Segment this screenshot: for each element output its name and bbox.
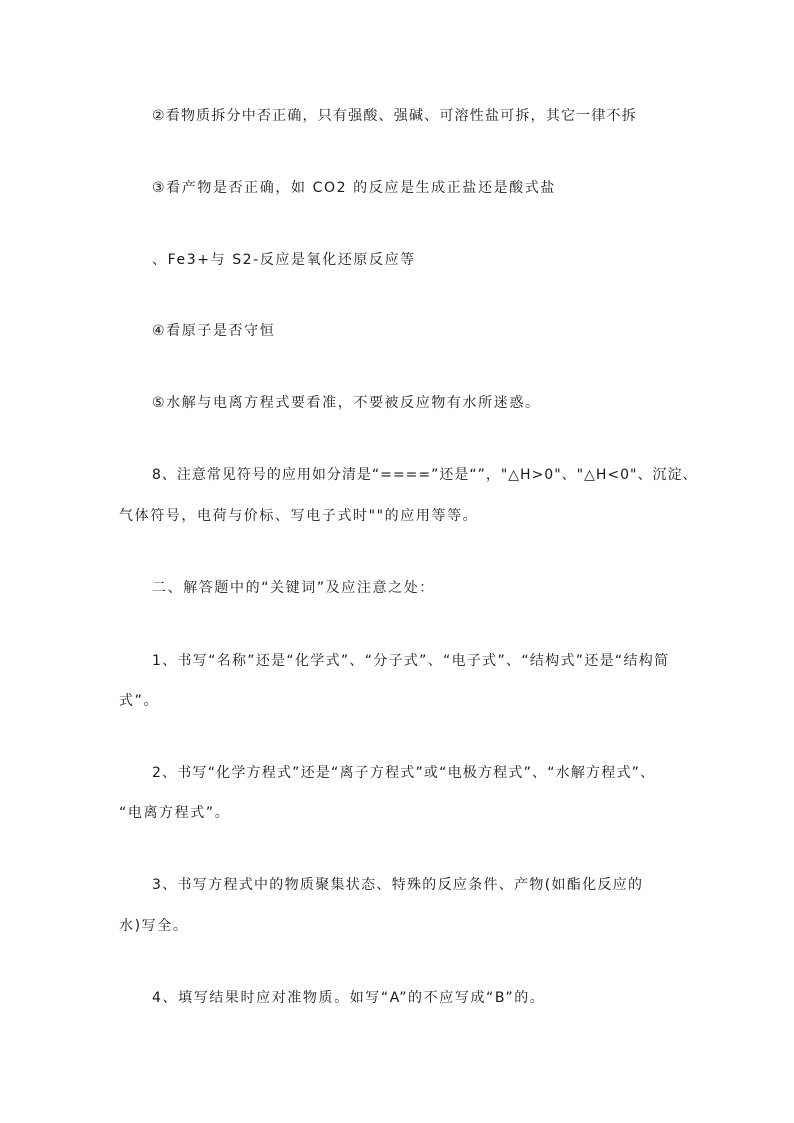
text-line-item-2: 2、书写“化学方程式”还是“离子方程式”或“电极方程式”、“水解方程式”、 [152,765,656,781]
text-line-item-2-cont: “电离方程式”。 [119,805,231,821]
text-line-symbols: 8、注意常见符号的应用如分清是“====”还是“”，"△H>0"、"△H<0"、沉淀、 [152,467,698,483]
text-line-item-3: 3、书写方程式中的物质聚集状态、特殊的反应条件、产物(如酯化反应的 [152,877,644,893]
text-line-check-products: ③看产物是否正确，如 CO2 的反应是生成正盐还是酸式盐 [152,180,556,196]
text-line-item-3-cont: 水)写全。 [119,918,189,934]
section-heading-keywords: 二、解答题中的“关键词”及应注意之处： [152,580,435,596]
text-line-item-4: 4、填写结果时应对准物质。如写“A”的不应写成“B”的。 [152,990,546,1006]
text-line-item-1: 1、书写“名称”还是“化学式”、“分子式”、“电子式”、“结构式”还是“结构简 [152,653,670,669]
text-line-atom-conservation: ④看原子是否守恒 [152,323,276,339]
text-line-item-1-cont: 式”。 [119,693,160,709]
text-line-hydrolysis: ⑤水解与电离方程式要看准，不要被反应物有水所迷惑。 [152,395,541,411]
text-line-check-splitting: ②看物质拆分中否正确，只有强酸、强碱、可溶性盐可拆，其它一律不拆 [152,108,637,124]
text-line-redox-example: 、Fe3+与 S2-反应是氧化还原反应等 [152,252,416,268]
text-line-symbols-cont: 气体符号，电荷与价标、写电子式时""的应用等等。 [119,508,479,524]
